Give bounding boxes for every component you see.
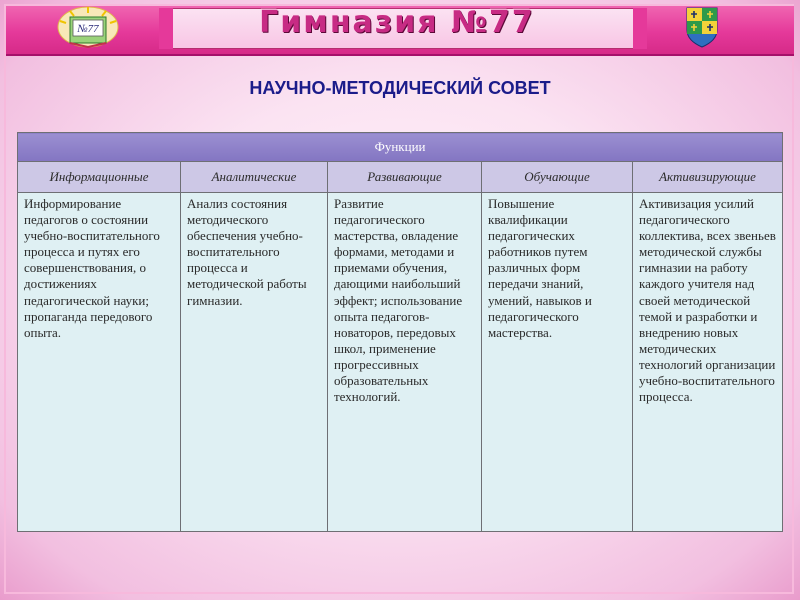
section-heading: НАУЧНО-МЕТОДИЧЕСКИЙ СОВЕТ	[249, 78, 551, 98]
column-header: Аналитические	[181, 162, 328, 193]
table-cell: Информирование педагогов о состоянии учебно-воспитательного процесса и путях его совершенствования, о достижениях педагогической науки; пропаганда передового опыта.	[18, 193, 181, 532]
table-caption: Функции	[18, 133, 783, 162]
column-header: Информационные	[18, 162, 181, 193]
column-header: Развивающие	[328, 162, 482, 193]
logo-text: №77	[77, 23, 99, 35]
functions-table	[17, 132, 783, 532]
school-book-logo-icon	[56, 5, 120, 49]
column-header: Активизирующие	[633, 162, 783, 193]
table-cell: Развитие педагогического мастерства, овладение формами, методами и приемами обучения, дающими наибольший эффект; использование опыта педагогов-новаторов, передовых школ, применение прогрессивных образовательных технологий.	[328, 193, 482, 532]
table-cell: Повышение квалификации педагогических работников путем различных форм передачи знаний, умений, навыков и педагогического мастерства.	[482, 193, 633, 532]
table-cell: Активизация усилий педагогического коллектива, всех звеньев методической службы гимназии на работу каждого учителя над своей методической темой и разработки и внедрению новых методических технологий организации учебно-воспитательного процесса.	[633, 193, 783, 532]
column-header: Обучающие	[482, 162, 633, 193]
page-title: Гимназия №77	[259, 5, 535, 40]
coat-of-arms-icon	[685, 6, 719, 48]
table-cell: Анализ состояния методического обеспечения учебно-воспитательного процесса и методической работы гимназии.	[181, 193, 328, 532]
